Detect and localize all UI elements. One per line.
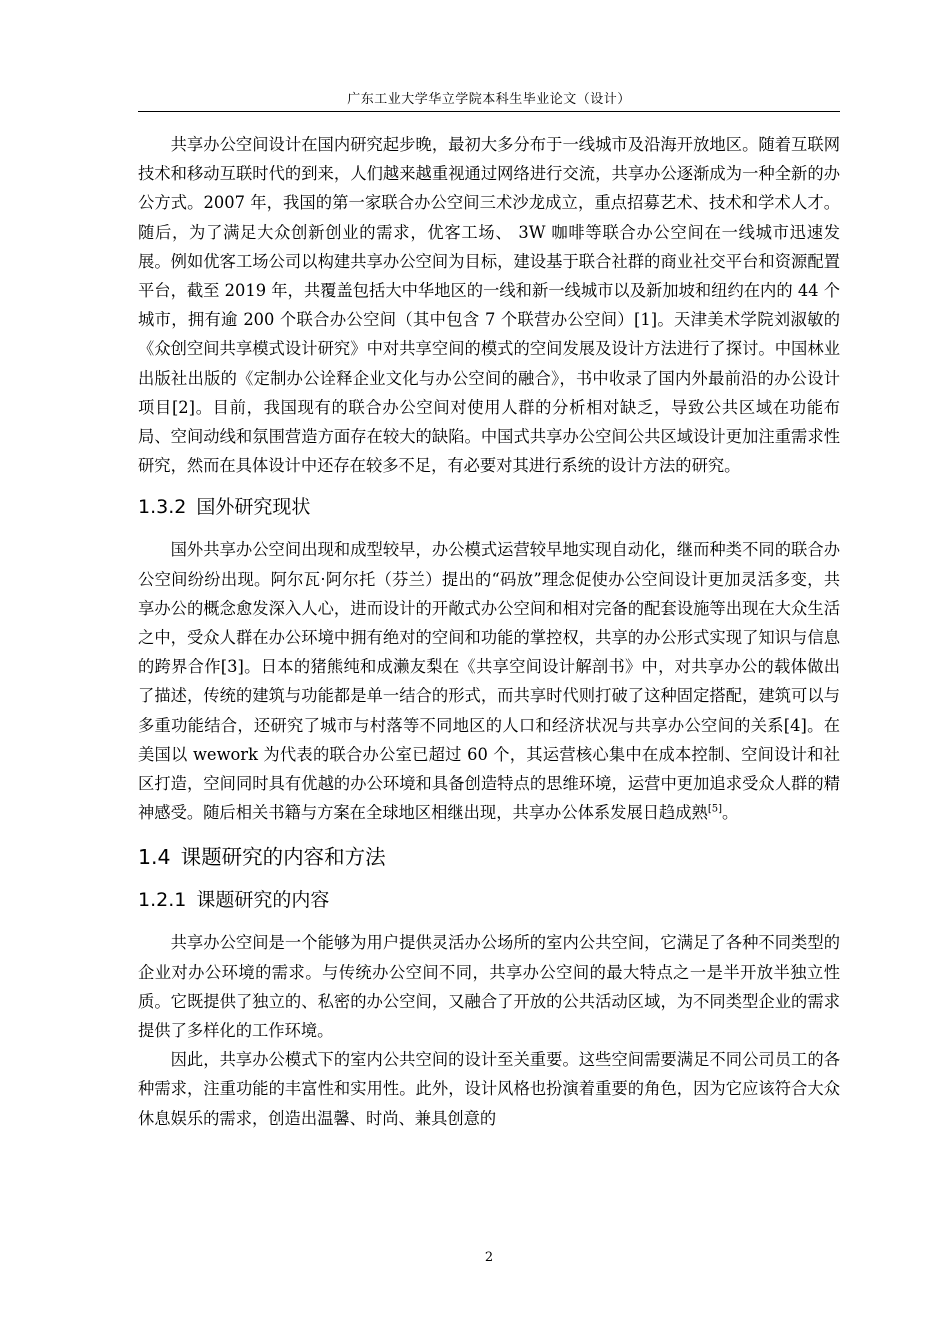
section-title: 课题研究的内容和方法 (180, 845, 386, 870)
paragraph-foreign-research (138, 535, 840, 827)
paragraph-end: 。 (722, 803, 739, 823)
running-header: 广东工业大学华立学院本科生毕业论文（设计） (347, 92, 631, 107)
paragraph-domestic-research: 共享办公空间设计在国内研究起步晚，最初大多分布于一线城市及沿海开放地区。随着互联网技术和移动互联时代的到来，人们越来越重视通过网络进行交流，共享办公逐渐成为一种全新的办公方式。2007 年，我国的第一家联合办公空间三术沙龙成立，重点招募艺术、技术和学术人才。随后，为了满足大众创新创业的需求，优客工场、 3W 咖啡等联合办公空间在一线城市迅速发展。例如优客工场公司以构建共享办公空间为目标，建设基于联合社群的商业社交平台和资源配置平台，截至 2019 年，共覆盖包括大中华地区的一线和新一线城市以及新加坡和纽约在内的 44 个城市，拥有逾 200 个联合办公空间（其中包含 7 个联营办公空间）[1]。天津美术学院刘淑敏的《众创空间共享模式设计研究》中对共享空间的模式的空间发展及设计方法进行了探讨。中国林业出版社出版的《定制办公诠释企业文化与办公空间的融合》，书中收录了国内外最前沿的办公设计项目[2]。目前，我国现有的联合办公空间对使用人群的分析相对缺乏，导致公共区域在功能布局、空间动线和氛围营造方面存在较大的缺陷。中国式共享办公空间公共区域设计更加注重需求性研究，然而在具体设计中还存在较多不足，有必要对其进行系统的设计方法的研究。 (138, 135, 840, 476)
section-heading-1-4 (138, 843, 840, 871)
paragraph-text: 国外共享办公空间出现和成型较早，办公模式运营较早地实现自动化，继而种类不同的联合办公空间纷纷出现。阿尔瓦·阿尔托（芬兰）提出的“码放”理念促使办公空间设计更加灵活多变，共享办公的概念愈发深入人心，进而设计的开敞式办公空间和相对完备的配套设施等出现在大众生活之中，受众人群在办公环境中拥有绝对的空间和功能的掌控权，共享的办公形式实现了知识与信息的跨界合作[3]。日本的猪熊纯和成濑友梨在《共享空间设计解剖书》中，对共享办公的载体做出了描述，传统的建筑与功能都是单一结合的形式，而共享时代则打破了这种固定搭配，建筑可以与多重功能结合，还研究了城市与村落等不同地区的人口和经济状况与共享办公空间的关系[4]。在美国以 wework 为代表的联合办公室已超过 60 个，其运营核心集中在成本控制、空间设计和社区打造，空间同时具有优越的办公环境和具备创造特点的思维环境，运营中更加追求受众人群的精神感受。随后相关书籍与方案在全球地区相继出现，共享办公体系发展日趋成熟 (138, 540, 840, 823)
section-heading-1-2-1 (138, 887, 840, 913)
paragraph-research-content: 共享办公空间是一个能够为用户提供灵活办公场所的室内公共空间，它满足了各种不同类型的企业对办公环境的需求。与传统办公空间不同，共享办公空间的最大特点之一是半开放半独立性质。它既提供了独立的、私密的办公空间，又融合了开放的公共活动区域，为不同类型企业的需求提供了多样化的工作环境。 (138, 933, 840, 1041)
page-number: 2 (484, 1250, 494, 1265)
header-rule (138, 111, 840, 112)
section-number: 1.2.1 (138, 889, 187, 912)
section-heading-1-3-2 (138, 494, 840, 520)
section-number: 1.4 (138, 845, 171, 870)
citation-ref: [5] (707, 803, 723, 815)
section-title: 课题研究的内容 (196, 889, 330, 912)
page-body (138, 130, 840, 1133)
paragraph-public-space-design: 因此，共享办公模式下的室内公共空间的设计至关重要。这些空间需要满足不同公司员工的各种需求，注重功能的丰富性和实用性。此外，设计风格也扮演着重要的角色，因为它应该符合大众休息娱乐的需求，创造出温馨、时尚、兼具创意的 (138, 1050, 840, 1128)
section-title: 国外研究现状 (196, 496, 311, 519)
section-number: 1.3.2 (138, 496, 187, 519)
